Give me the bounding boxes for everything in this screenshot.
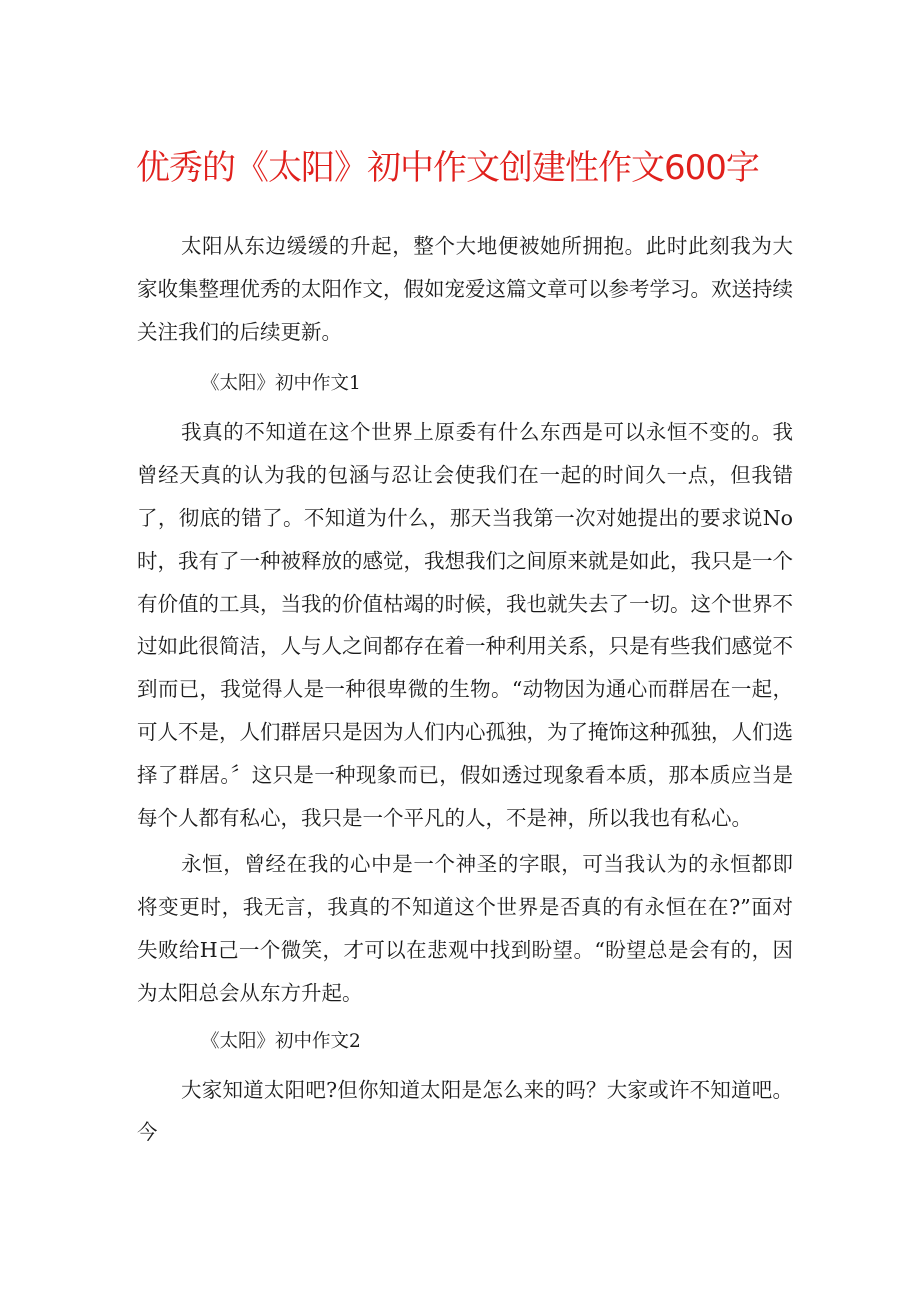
essay-1-paragraph-2: 永恒，曾经在我的心中是一个神圣的字眼，可当我认为的永恒都即将变更时，我无言，我真的不知道这个世界是否真的有永恒在在?”面对失败给H己一个微笑，才可以在悲观中找到盼望。“盼望总是会有的，因为太阳总会从东方升起。 (137, 852, 793, 1005)
essay-2-heading: 《太阳》初中作文2 (201, 1030, 361, 1052)
document-body (137, 225, 793, 1154)
essay-1-heading: 《太阳》初中作文1 (201, 373, 361, 395)
essay-1-paragraph-1: 我真的不知道在这个世界上原委有什么东西是可以永恒不变的。我曾经天真的认为我的包涵与忍让会使我们在一起的时间久一点，但我错了，彻底的错了。不知道为什么，那天当我第一次对她提出的要求说No时，我有了一种被释放的感觉，我想我们之间原来就是如此，我只是一个有价值的工具，当我的价值枯竭的时候，我也就失去了一切。这个世界不过如此很简洁，人与人之间都存在着一种利用关系，只是有些我们感觉不到而已，我觉得人是一种很卑微的生物。“动物因为通心而群居在一起，可人不是，人们群居只是因为人们内心孤独，为了掩饰这种孤独，人们选择了群居。〞这只是一种现象而已，假如透过现象看本质，那本质应当是每个人都有私心，我只是一个平凡的人，不是神，所以我也有私心。 (137, 420, 793, 830)
essay-2-paragraph-1: 大家知道太阳吧?但你知道太阳是怎么来的吗？大家或许不知道吧。今 (137, 1077, 793, 1145)
document-title: 优秀的《太阳》初中作文创建性作文600字 (136, 148, 759, 188)
intro-paragraph: 太阳从东边缓缓的升起，整个大地便被她所拥抱。此时此刻我为大家收集整理优秀的太阳作文，假如宠爱这篇文章可以参考学习。欢送持续关注我们的后续更新。 (137, 234, 793, 344)
